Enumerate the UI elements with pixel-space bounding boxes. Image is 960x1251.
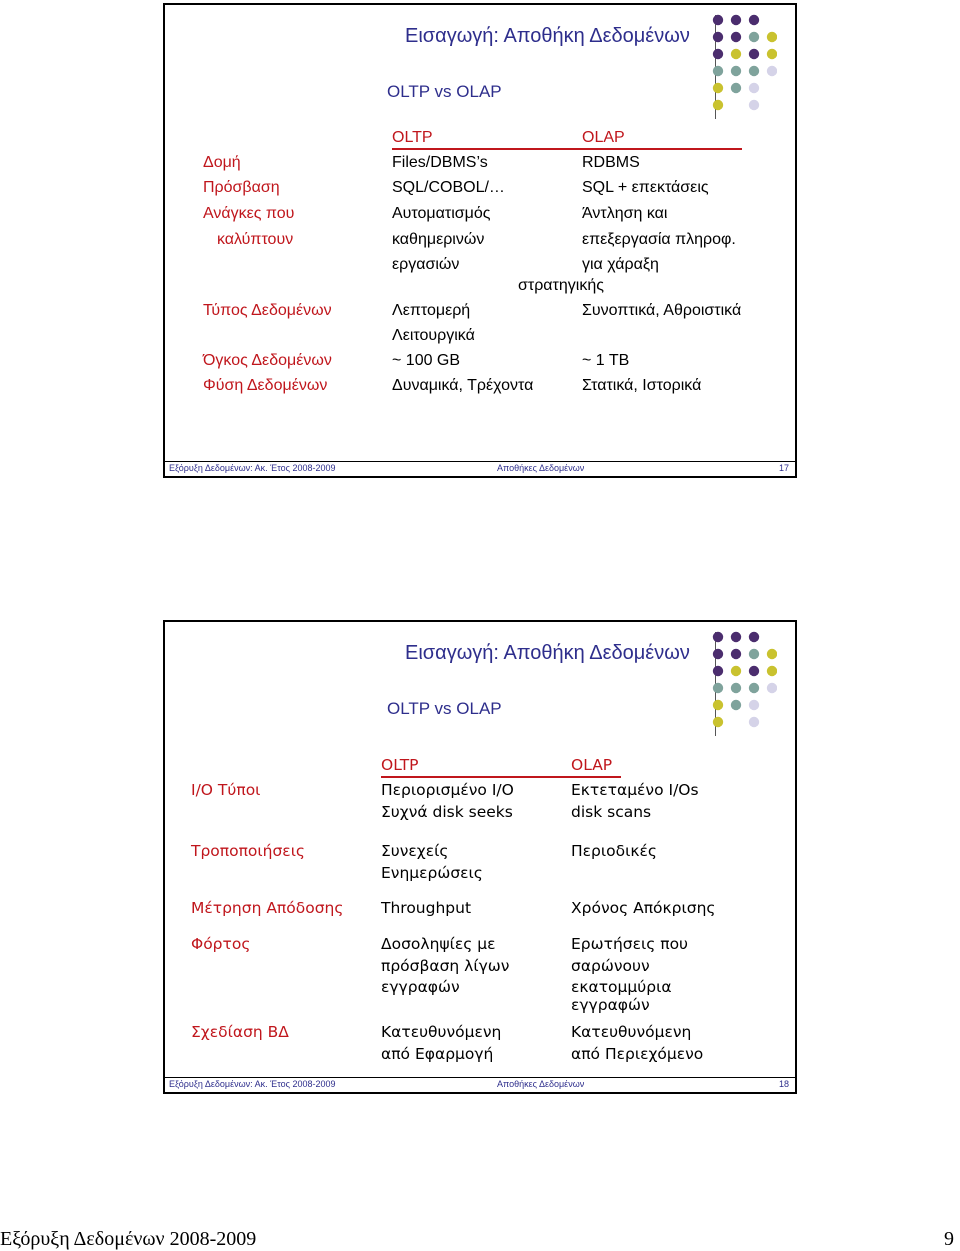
row-label: Μέτρηση Απόδοσης [191, 899, 344, 917]
oltp-value: πρόσβαση λίγων [381, 956, 510, 975]
decorative-dot [713, 32, 723, 42]
footer-course: Εξόρυξη Δεδομένων: Ακ. Έτος 2008-2009 [169, 463, 336, 473]
decorative-dot [713, 649, 723, 659]
decorative-dot [731, 49, 741, 59]
oltp-value: Δυναμικά, Τρέχοντα [392, 377, 534, 394]
page-footer-text: Εξόρυξη Δεδομένων 2008-2009 [0, 1228, 257, 1250]
decorative-dot [749, 83, 759, 93]
decorative-dot [731, 666, 741, 676]
row-label: Σχεδίαση ΒΔ [191, 1023, 289, 1041]
footer-course: Εξόρυξη Δεδομένων: Ακ. Έτος 2008-2009 [169, 1079, 336, 1089]
oltp-value: Δοσοληψίες με [381, 935, 496, 953]
row-label: Τύπος Δεδομένων [203, 302, 332, 319]
decorative-dot [731, 649, 741, 659]
decorative-dot [749, 717, 759, 727]
olap-value: disk scans [571, 802, 652, 821]
header-underline [392, 148, 742, 150]
olap-value: Περιοδικές [571, 842, 657, 860]
decorative-dot [749, 66, 759, 76]
oltp-value: Λειτουργικά [392, 327, 475, 344]
decorative-dot [713, 666, 723, 676]
row-label: Ανάγκες που [203, 205, 295, 222]
decorative-dot [713, 683, 723, 693]
oltp-value: SQL/COBOL/… [392, 179, 505, 196]
row-label: Δομή [203, 154, 241, 171]
olap-value: επεξεργασία πληροφ. [582, 231, 736, 248]
decorative-dot [767, 32, 777, 42]
oltp-value: Κατευθυνόμενη [381, 1023, 502, 1041]
decorative-dot [713, 83, 723, 93]
oltp-value: Συνεχείς [381, 842, 449, 860]
oltp-value: ~ 100 GB [392, 352, 461, 369]
decorative-dot [713, 49, 723, 59]
olap-value: Χρόνος Απόκρισης [571, 899, 716, 917]
olap-value: Στατικά, Ιστορικά [582, 377, 702, 394]
decorative-dot [767, 66, 777, 76]
olap-value: SQL + επεκτάσεις [582, 179, 709, 196]
decorative-dot [713, 700, 723, 710]
decorative-dot [731, 632, 741, 642]
decorative-dot [713, 717, 723, 727]
oltp-value: Files/DBMS’s [392, 154, 488, 171]
row-label: Τροποποιήσεις [191, 842, 306, 860]
row-label: I/O Τύποι [191, 781, 261, 799]
decorative-dot [767, 683, 777, 693]
slide-subtitle: OLTP vs OLAP [387, 699, 502, 718]
decorative-dot [713, 632, 723, 642]
decorative-dot [749, 15, 759, 25]
header-underline [381, 776, 621, 778]
decorative-dot [713, 15, 723, 25]
olap-value: Συνοπτικά, Αθροιστικά [582, 302, 742, 319]
column-header-olap: OLAP [571, 756, 613, 774]
slide-17 [163, 3, 797, 478]
oltp-value: καθημερινών [392, 231, 485, 248]
decorative-dot [749, 666, 759, 676]
decorative-dot [767, 49, 777, 59]
slide-18 [163, 620, 797, 1094]
footer-slide-number: 17 [778, 463, 789, 473]
olap-value: Κατευθυνόμενη [571, 1023, 692, 1041]
decorative-dot-grid [711, 13, 777, 113]
decorative-dot [749, 32, 759, 42]
decorative-dot [713, 100, 723, 110]
oltp-value: από Εφαρμογή [381, 1044, 494, 1063]
decorative-dot [713, 66, 723, 76]
footer-topic: Αποθήκες Δεδομένων [497, 1079, 585, 1089]
column-header-oltp: OLTP [392, 129, 433, 146]
decorative-dot [731, 32, 741, 42]
footer-topic: Αποθήκες Δεδομένων [497, 463, 585, 473]
oltp-value: Ενημερώσεις [381, 863, 483, 882]
decorative-dot [749, 49, 759, 59]
oltp-value: Συχνά disk seeks [381, 802, 513, 821]
row-label: καλύπτουν [217, 231, 294, 248]
oltp-value: Αυτοματισμός [392, 205, 491, 222]
oltp-value: εγγραφών [381, 978, 460, 996]
oltp-value: Λεπτομερή [392, 302, 471, 319]
olap-value: Άντληση και [582, 205, 668, 222]
slide-footer [165, 461, 795, 476]
olap-value: εγγραφών [571, 995, 650, 1014]
slide-subtitle: OLTP vs OLAP [387, 82, 502, 101]
decorative-dot [731, 66, 741, 76]
olap-value: από Περιεχόμενο [571, 1044, 704, 1063]
slide-title: Εισαγωγή: Αποθήκη Δεδομένων [405, 642, 690, 664]
decorative-dot [767, 649, 777, 659]
row-label: Πρόσβαση [203, 179, 280, 196]
olap-value: Εκτεταμένο I/Os [571, 781, 699, 799]
slide-title: Εισαγωγή: Αποθήκη Δεδομένων [405, 25, 690, 47]
olap-value: Ερωτήσεις που [571, 935, 689, 953]
decorative-dot [749, 700, 759, 710]
decorative-dot [749, 100, 759, 110]
oltp-value: Περιορισμένο I/O [381, 781, 514, 799]
oltp-value: εργασιών [392, 256, 460, 273]
column-header-olap: OLAP [582, 129, 625, 146]
olap-value: εκατομμύρια [571, 978, 672, 996]
decorative-dot [749, 632, 759, 642]
decorative-dot [749, 683, 759, 693]
row-label: Φόρτος [191, 935, 251, 953]
footer-slide-number: 18 [778, 1079, 789, 1089]
oltp-value: Throughput [381, 899, 472, 917]
decorative-dot [731, 15, 741, 25]
decorative-dot [731, 83, 741, 93]
page-number: 9 [944, 1228, 954, 1250]
decorative-dot [767, 666, 777, 676]
olap-value: σαρώνουν [571, 956, 650, 975]
slide-footer [165, 1077, 795, 1092]
decorative-dot [731, 700, 741, 710]
row-label: Όγκος Δεδομένων [203, 352, 332, 369]
row-label: Φύση Δεδομένων [203, 377, 328, 394]
decorative-dot [731, 683, 741, 693]
decorative-dot-grid [711, 630, 777, 730]
olap-value: στρατηγικής [518, 277, 604, 294]
olap-value: ~ 1 TB [582, 352, 630, 369]
olap-value: για χάραξη [582, 256, 659, 273]
column-header-oltp: OLTP [381, 756, 419, 774]
olap-value: RDBMS [582, 154, 640, 171]
decorative-dot [749, 649, 759, 659]
